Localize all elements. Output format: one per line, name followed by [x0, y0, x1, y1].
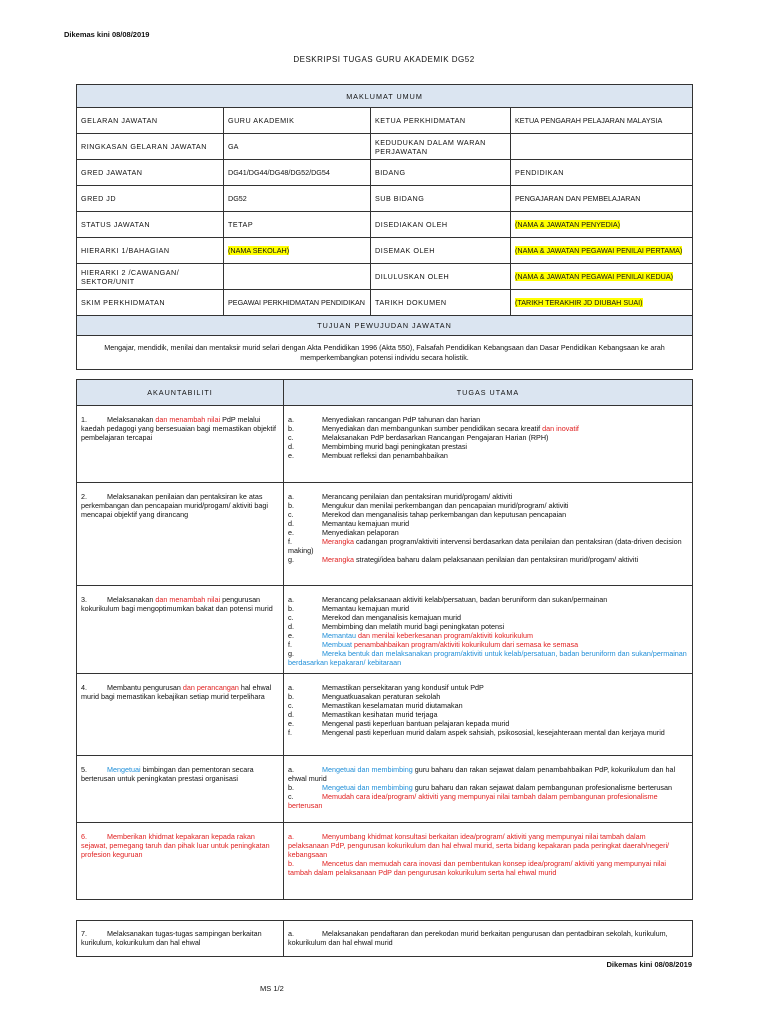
field-label: STATUS JAWATAN	[77, 212, 224, 238]
list-item: e. Membuat refleksi dan penambahbaikan	[288, 451, 448, 460]
table-row	[77, 823, 693, 900]
accountability-table-continued	[76, 920, 693, 957]
list-item: a. Menyediakan rancangan PdP tahunan dan harian	[288, 415, 481, 424]
list-item: a. Melaksanakan pendaftaran dan perekodan murid berkaitan pengurusan dan pentadbiran sekolah, kurikulum, kokurikulum dan hal ehwal murid	[288, 929, 668, 947]
field-value	[511, 134, 693, 160]
task-cell	[284, 921, 693, 957]
list-item: d. Membimbing murid bagi peningkatan prestasi	[288, 442, 468, 451]
field-label: SUB BIDANG	[371, 186, 511, 212]
field-value: DG52	[224, 186, 371, 212]
list-item: b. Mencetus dan memudah cara inovasi dan pembentukan konsep idea/program/ aktiviti yang mempunyai nilai tambah dalam pelaksanaan PdP dan pengurusan kokurikulum serta hal ehwal murid	[288, 859, 666, 877]
accountability-cell: 2. Melaksanakan penilaian dan pentaksiran ke atas perkembangan dan pencapaian murid/progam/ aktiviti bagi mencapai objektif yang dirancang	[77, 483, 284, 586]
table-row	[77, 406, 693, 483]
accountability-cell: 3. Melaksanakan dan menambah nilai pengurusan kokurikulum bagi mengoptimumkan bakat dan potensi murid	[77, 586, 284, 674]
section-heading-tujuan: TUJUAN PEWUJUDAN JAWATAN	[77, 316, 693, 336]
table-row	[77, 674, 693, 756]
field-value: GURU AKADEMIK	[224, 108, 371, 134]
field-value: DG41/DG44/DG48/DG52/DG54	[224, 160, 371, 186]
task-cell	[284, 406, 693, 483]
field-label: BIDANG	[371, 160, 511, 186]
field-label: GRED JAWATAN	[77, 160, 224, 186]
info-row	[77, 108, 693, 134]
field-label: DILULUSKAN OLEH	[371, 264, 511, 290]
field-label: DISEMAK OLEH	[371, 238, 511, 264]
document-title: DESKRIPSI TUGAS GURU AKADEMIK DG52	[293, 55, 475, 64]
field-value: GA	[224, 134, 371, 160]
info-row	[77, 160, 693, 186]
list-item: g. Merangka strategi/idea baharu dalam pelaksanaan penilaian dan pentaksiran murid/progam/ aktiviti	[288, 555, 639, 564]
list-item: b. Memantau kemajuan murid	[288, 604, 410, 613]
list-item: e. Mengenal pasti keperluan bantuan pelajaran kepada murid	[288, 719, 510, 728]
field-value	[224, 264, 371, 290]
task-cell	[284, 586, 693, 674]
task-cell	[284, 823, 693, 900]
info-row	[77, 134, 693, 160]
field-label: SKIM PERKHIDMATAN	[77, 290, 224, 316]
list-item: f. Membuat penambahbaikan program/aktiviti kokurikulum dari semasa ke semasa	[288, 640, 579, 649]
list-item: c. Memastikan keselamatan murid diutamakan	[288, 701, 463, 710]
field-label: TARIKH DOKUMEN	[371, 290, 511, 316]
field-value: PENGAJARAN DAN PEMBELAJARAN	[511, 186, 693, 212]
field-label: KETUA PERKHIDMATAN	[371, 108, 511, 134]
field-value-highlighted: (TARIKH TERAKHIR JD DIUBAH SUAI)	[511, 290, 693, 316]
table-row	[77, 483, 693, 586]
list-item: c. Merekod dan menganalisis tahap perkembangan dan keputusan pencapaian	[288, 510, 567, 519]
info-row	[77, 290, 693, 316]
field-value-highlighted: (NAMA & JAWATAN PEGAWAI PENILAI PERTAMA)	[511, 238, 693, 264]
list-item: b. Menguatkuasakan peraturan sekolah	[288, 692, 441, 701]
column-header-akauntabiliti: AKAUNTABILITI	[77, 380, 284, 406]
updated-date-bottom: Dikemas kini 08/08/2019	[606, 960, 692, 969]
field-value-highlighted: (NAMA & JAWATAN PEGAWAI PENILAI KEDUA)	[511, 264, 693, 290]
field-value: PENDIDIKAN	[511, 160, 693, 186]
list-item: f. Merangka cadangan program/aktiviti intervensi berdasarkan data penilaian dan pentaksiran (data-driven decision making)	[288, 537, 682, 555]
accountability-cell: 4. Membantu pengurusan dan perancangan hal ehwal murid bagi memastikan kebajikan setiap murid terpelihara	[77, 674, 284, 756]
list-item: a. Mengetuai dan membimbing guru baharu dan rakan sejawat dalam penambahbaikan PdP, kokurikulum dan hal ehwal murid	[288, 765, 676, 783]
info-row	[77, 238, 693, 264]
table-row	[77, 921, 693, 957]
accountability-cell: 5. Mengetuai bimbingan dan pementoran secara berterusan untuk peningkatan prestasi organisasi	[77, 756, 284, 823]
field-value-highlighted: (NAMA & JAWATAN PENYEDIA)	[511, 212, 693, 238]
list-item: d. Memantau kemajuan murid	[288, 519, 410, 528]
list-item: e. Memantau dan menilai keberkesanan program/aktiviti kokurikulum	[288, 631, 533, 640]
updated-date-top: Dikemas kini 08/08/2019	[64, 30, 150, 39]
task-cell	[284, 483, 693, 586]
general-info-table	[76, 84, 693, 370]
accountability-cell: 6. Memberikan khidmat kepakaran kepada rakan sejawat, pemegang taruh dan pihak luar untuk peningkatan profesion keguruan	[77, 823, 284, 900]
task-cell	[284, 756, 693, 823]
field-value: KETUA PENGARAH PELAJARAN MALAYSIA	[511, 108, 693, 134]
column-header-tugas-utama: TUGAS UTAMA	[284, 380, 693, 406]
section-heading-maklumat: MAKLUMAT UMUM	[77, 85, 693, 108]
field-label: GELARAN JAWATAN	[77, 108, 224, 134]
list-item: b. Mengukur dan menilai perkembangan dan pencapaian murid/program/ aktiviti	[288, 501, 569, 510]
field-value-highlighted: (NAMA SEKOLAH)	[224, 238, 371, 264]
info-row	[77, 264, 693, 290]
field-label: KEDUDUKAN DALAM WARAN PERJAWATAN	[371, 134, 511, 160]
field-label: HIERARKI 1/BAHAGIAN	[77, 238, 224, 264]
field-value: TETAP	[224, 212, 371, 238]
list-item: e. Menyediakan pelaporan	[288, 528, 399, 537]
table-row	[77, 756, 693, 823]
table-row	[77, 586, 693, 674]
list-item: c. Memudah cara idea/program/ aktiviti yang mempunyai nilai tambah dalam pembangunan profesionalisme berterusan	[288, 792, 658, 810]
list-item: c. Melaksanakan PdP berdasarkan Rancangan Pengajaran Harian (RPH)	[288, 433, 549, 442]
page-number: MS 1/2	[260, 984, 284, 993]
task-cell	[284, 674, 693, 756]
list-item: g. Mereka bentuk dan melaksanakan program/aktiviti untuk kelab/persatuan, badan beruniform dan sukan/permainan berdasarkan kepakaran/ kebitaraan	[288, 649, 687, 667]
list-item: d. Membimbing dan melatih murid bagi peningkatan potensi	[288, 622, 505, 631]
accountability-cell: 1. Melaksanakan dan menambah nilai PdP melalui kaedah pedagogi yang bersesuaian bagi memastikan objektif pembelajaran tercapai	[77, 406, 284, 483]
purpose-text: Mengajar, mendidik, menilai dan mentaksir murid selari dengan Akta Pendidikan 1996 (Akta 550), Falsafah Pendidikan Kebangsaan dan Dasar Pendidikan Kebangsaan ke arah memperkembangkan potensi individu secara holistik.	[77, 336, 693, 370]
list-item: d. Memastikan kesihatan murid terjaga	[288, 710, 438, 719]
accountability-table	[76, 379, 693, 900]
field-label: RINGKASAN GELARAN JAWATAN	[77, 134, 224, 160]
info-row	[77, 186, 693, 212]
list-item: a. Menyumbang khidmat konsultasi berkaitan idea/program/ aktiviti yang mempunyai nilai tambah dalam pelaksanaan PdP, pengurusan kokurikulum dan hal ehwal murid, serta bidang kepakaran pada peringkat daerah/negeri/ kebangsaan	[288, 832, 670, 859]
accountability-cell: 7. Melaksanakan tugas-tugas sampingan berkaitan kurikulum, kokurikulum dan hal ehwal	[77, 921, 284, 957]
list-item: b. Mengetuai dan membimbing guru baharu dan rakan sejawat dalam pembangunan profesionalisme berterusan	[288, 783, 673, 792]
field-label: HIERARKI 2 /CAWANGAN/ SEKTOR/UNIT	[77, 264, 224, 290]
field-label: DISEDIAKAN OLEH	[371, 212, 511, 238]
list-item: a. Memastikan persekitaran yang kondusif untuk PdP	[288, 683, 484, 692]
field-value: PEGAWAI PERKHIDMATAN PENDIDIKAN	[224, 290, 371, 316]
list-item: c. Merekod dan menganalisis kemajuan murid	[288, 613, 462, 622]
list-item: f. Mengenal pasti keperluan murid dalam aspek sahsiah, psikososial, kesejahteraan mental dan kerjaya murid	[288, 728, 665, 737]
info-row	[77, 212, 693, 238]
field-label: GRED JD	[77, 186, 224, 212]
list-item: b. Menyediakan dan membangunkan sumber pendidikan secara kreatif dan inovatif	[288, 424, 579, 433]
list-item: a. Merancang penilaian dan pentaksiran murid/progam/ aktiviti	[288, 492, 513, 501]
list-item: a. Merancang pelaksanaan aktiviti kelab/persatuan, badan beruniform dan sukan/permainan	[288, 595, 608, 604]
